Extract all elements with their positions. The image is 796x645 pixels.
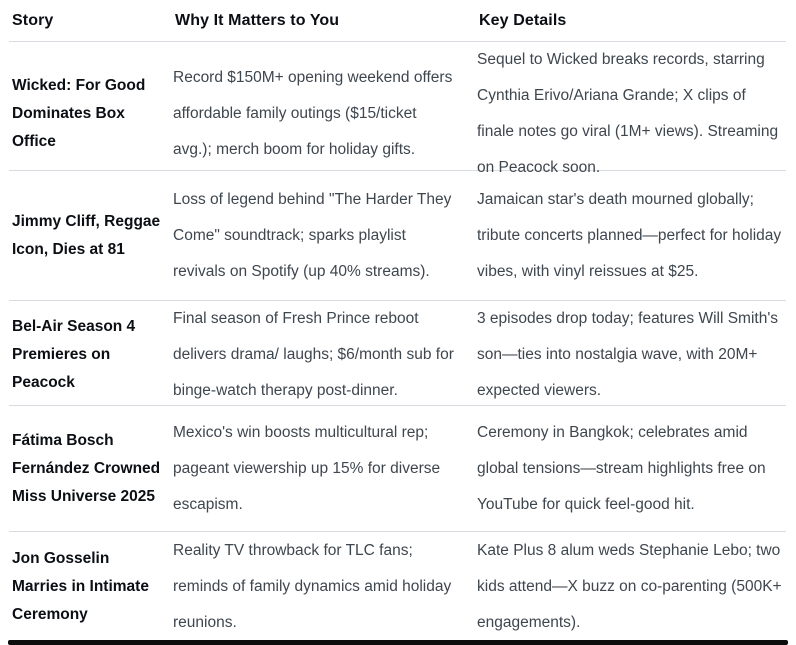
story-cell: Fátima Bosch Fernández Crowned Miss Universe 2025 [12,431,161,505]
table-header-row [0,0,796,41]
details-cell: Sequel to Wicked breaks records, starring Cynthia Erivo/Ariana Grande; X clips of finale notes go viral (1M+ views). Streaming on Peacock soon. [477,51,779,176]
why-cell: Record $150M+ opening weekend offers affordable family outings ($15/ticket avg.); merch boom for holiday gifts. [173,69,453,158]
story-cell: Wicked: For Good Dominates Box Office [12,77,146,150]
column-header-story: Story [12,11,54,29]
horizontal-scrollbar[interactable] [8,640,788,645]
why-cell: Reality TV throwback for TLC fans; reminds of family dynamics amid holiday reunions. [173,541,452,631]
table-row-jimmy-cliff [0,171,796,300]
column-header-why: Why It Matters to You [175,11,340,29]
details-cell: 3 episodes drop today; features Will Smith's son—ties into nostalgia wave, with 20M+ expected viewers. [477,310,779,399]
details-cell: Jamaican star's death mourned globally; tribute concerts planned—perfect for holiday vibes, with vinyl reissues at $25. [477,190,782,280]
why-cell: Final season of Fresh Prince reboot delivers drama/ laughs; $6/month sub for binge-watch therapy post-dinner. [173,310,454,399]
story-cell: Jimmy Cliff, Reggae Icon, Dies at 81 [12,212,161,258]
table-row-bel-air [0,301,796,405]
story-cell: Jon Gosselin Marries in Intimate Ceremony [12,549,149,623]
why-cell: Mexico's win boosts multicultural rep; pageant viewership up 15% for diverse escapism. [173,423,441,513]
details-cell: Ceremony in Bangkok; celebrates amid global tensions—stream highlights free on YouTube for quick feel-good hit. [477,423,766,513]
why-cell: Loss of legend behind "The Harder They Come" soundtrack; sparks playlist revivals on Spotify (up 40% streams). [173,190,452,280]
table-row-wicked [0,42,796,176]
story-cell: Bel-Air Season 4 Premieres on Peacock [12,318,136,391]
table-row-jon-gosselin [0,532,796,641]
table-row-miss-universe [0,406,796,531]
details-cell: Kate Plus 8 alum weds Stephanie Lebo; two kids attend—X buzz on co-parenting (500K+ engagements). [477,541,782,631]
column-header-key-details: Key Details [479,11,567,29]
